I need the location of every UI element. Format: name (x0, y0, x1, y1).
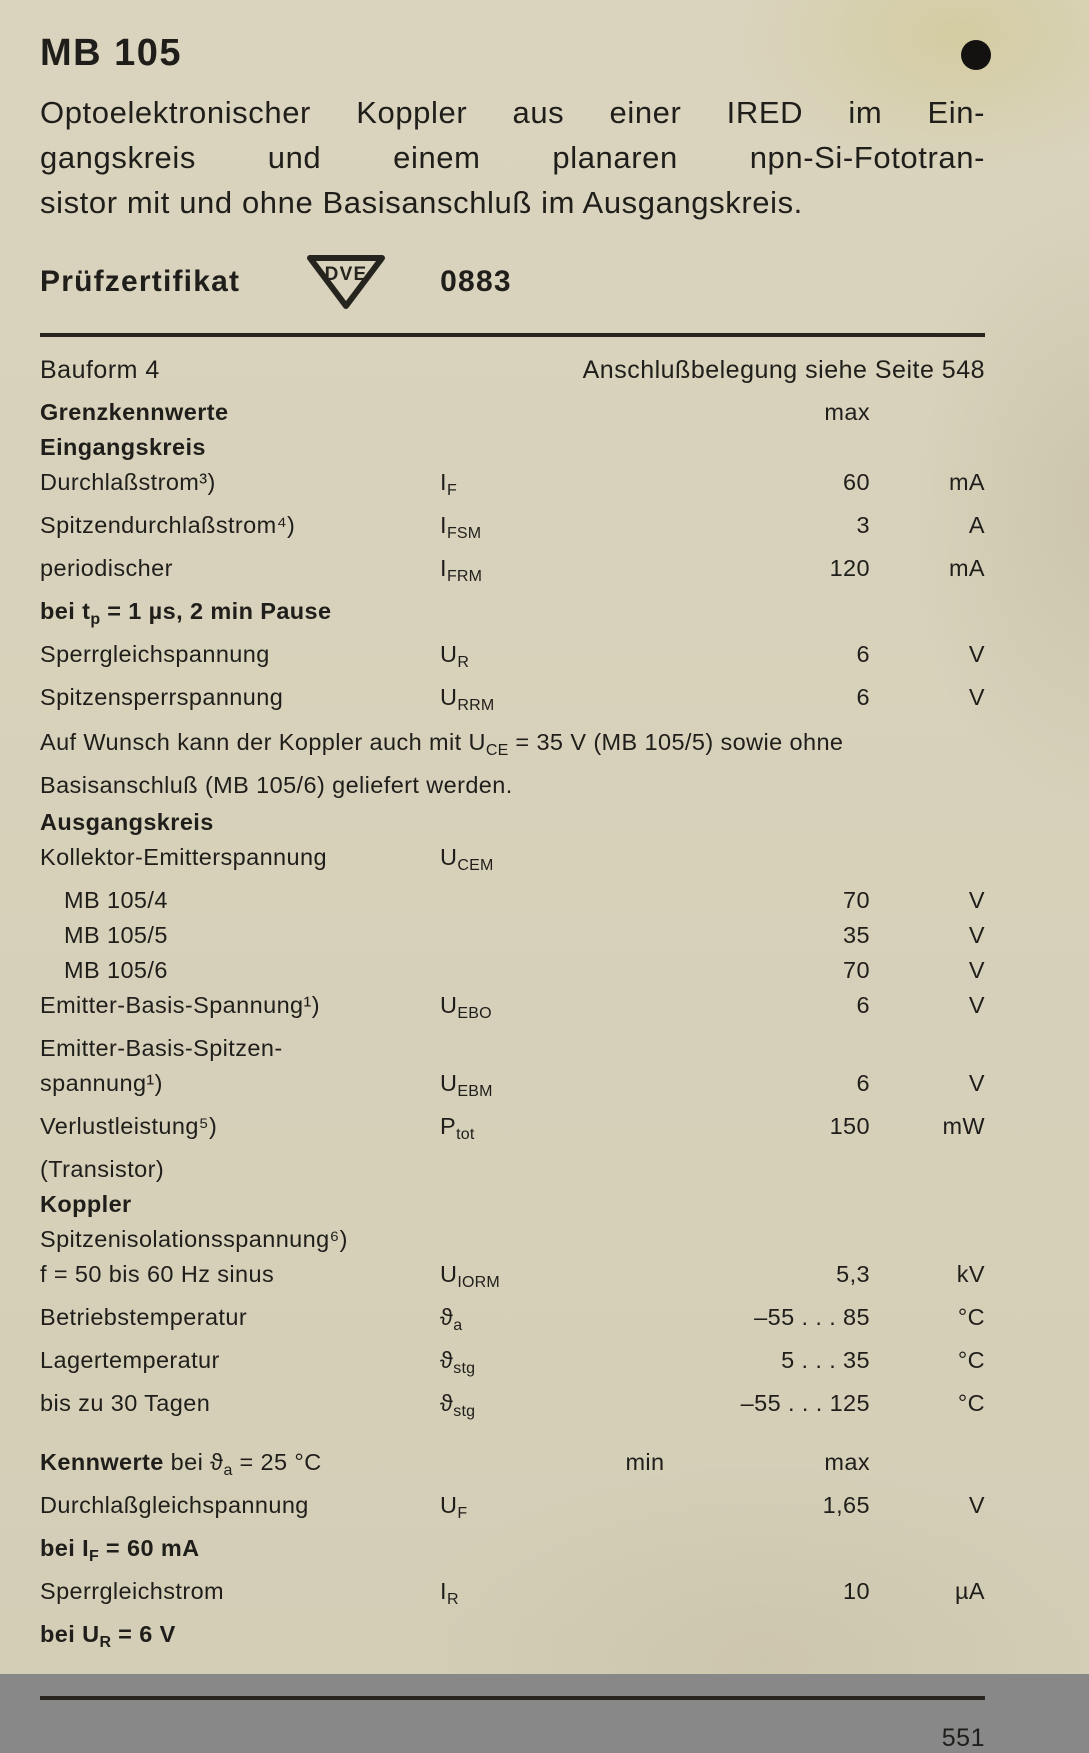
characteristics-title (40, 1445, 440, 1488)
certificate-label: Prüfzertifikat (40, 265, 241, 298)
characteristics-header-row (40, 1445, 985, 1488)
table-row (40, 840, 985, 883)
symbol-base: I (440, 555, 447, 581)
row-unit: V (968, 641, 985, 667)
row-symbol (440, 637, 590, 680)
row-unit: mA (948, 469, 985, 495)
table-row (40, 1343, 985, 1386)
row-symbol (440, 840, 590, 883)
note-text: bei I (40, 1535, 90, 1561)
symbol-base: U (440, 684, 458, 710)
table-row (40, 1574, 985, 1617)
table-row (40, 918, 985, 953)
symbol-subscript: stg (453, 1360, 476, 1377)
row-label: Spitzenisolationsspannung⁶) (40, 1226, 348, 1252)
min-column-header: min (625, 1449, 665, 1475)
pinout-note: Anschlußbelegung siehe Seite 548 (582, 356, 985, 384)
description-line: gangskreis und einem planaren npn-Si-Fototran- (40, 140, 985, 175)
row-symbol (440, 988, 590, 1031)
limits-section-title: Grenzkennwerte (40, 399, 229, 425)
row-unit: kV (956, 1261, 985, 1287)
row-unit: µA (954, 1578, 985, 1604)
table-row (40, 1109, 985, 1152)
output-circuit-title: Ausgangskreis (40, 809, 214, 835)
bottom-rule (40, 1696, 985, 1700)
row-label: Durchlaßgleichspannung (40, 1492, 309, 1518)
row-max-value: 5 . . . 35 (781, 1347, 870, 1373)
row-label: MB 105/4 (64, 887, 168, 913)
table-row (40, 637, 985, 680)
row-label: Sperrgleichspannung (40, 641, 270, 667)
row-unit: V (968, 1492, 985, 1518)
description-line: Optoelektronischer Koppler aus einer IRED im Ein- (40, 95, 985, 130)
row-max-value: 70 (843, 957, 870, 983)
row-unit: °C (957, 1304, 985, 1330)
symbol-subscript: stg (453, 1403, 476, 1420)
top-rule (40, 333, 985, 337)
symbol-base: ϑ (440, 1347, 454, 1373)
condition-note (40, 1531, 985, 1574)
certificate-number: 0883 (440, 265, 512, 298)
symbol-base: I (440, 512, 447, 538)
symbol-base: U (440, 1070, 458, 1096)
row-unit: V (968, 684, 985, 710)
vde-logo-letters: DVE (324, 264, 368, 285)
characteristics-title-text: bei (163, 1449, 211, 1475)
row-unit: A (968, 512, 985, 538)
row-unit: V (968, 887, 985, 913)
row-max-value: 150 (829, 1113, 870, 1139)
ratings-table (40, 395, 985, 1660)
symbol-subscript: EBM (457, 1083, 493, 1100)
max-column-header: max (824, 1449, 870, 1475)
row-symbol (440, 508, 590, 551)
row-label: Sperrgleichstrom (40, 1578, 225, 1604)
table-row (40, 1488, 985, 1531)
note-text: = 1 µs, 2 min Pause (100, 598, 332, 624)
row-label: Betriebstemperatur (40, 1304, 248, 1330)
row-symbol (440, 1488, 590, 1531)
row-max-value: 120 (829, 555, 870, 581)
row-max-value: 5,3 (836, 1261, 870, 1287)
row-label: Spitzendurchlaßstrom⁴) (40, 512, 296, 538)
row-max-value: 6 (856, 992, 870, 1018)
row-label: f = 50 bis 60 Hz sinus (40, 1261, 275, 1287)
table-row (40, 1152, 985, 1187)
symbol-base: ϑ (440, 1390, 454, 1416)
note-text: = 60 mA (99, 1535, 200, 1561)
symbol-subscript: F (446, 482, 457, 499)
row-symbol (440, 465, 590, 508)
row-symbol (440, 1257, 590, 1300)
table-row (40, 1257, 985, 1300)
table-row (40, 883, 985, 918)
table-row (40, 1066, 985, 1109)
row-label: Verlustleistung⁵) (40, 1113, 218, 1139)
symbol-subscript: R (457, 654, 470, 671)
row-max-value: 6 (856, 684, 870, 710)
characteristics-title-bold: Kennwerte (40, 1449, 164, 1475)
row-symbol (440, 680, 590, 723)
row-label: spannung¹) (40, 1070, 163, 1096)
row-label: Durchlaßstrom³) (40, 469, 216, 495)
symbol-subscript: FSM (446, 525, 482, 542)
row-label: (Transistor) (40, 1156, 165, 1182)
row-unit: mW (942, 1113, 985, 1139)
table-row (40, 988, 985, 1031)
table-row (40, 465, 985, 508)
row-unit: V (968, 957, 985, 983)
note-subscript: p (90, 611, 101, 628)
row-label: MB 105/5 (64, 922, 168, 948)
row-label: bis zu 30 Tagen (40, 1390, 211, 1416)
symbol-subscript: a (453, 1317, 463, 1334)
page-number: 551 (941, 1724, 985, 1752)
row-max-value: 70 (843, 887, 870, 913)
row-symbol (440, 1066, 590, 1109)
table-row (40, 1031, 985, 1066)
row-max-value: 3 (856, 512, 870, 538)
row-label: Emitter-Basis-Spannung¹) (40, 992, 320, 1018)
bauform-label: Bauform 4 (40, 356, 160, 384)
note-subscript: CE (485, 742, 509, 759)
note-text: = 35 V (MB 105/5) sowie ohne Basisanschluß (MB 105/6) geliefert werden. (40, 729, 844, 798)
info-row (40, 353, 985, 387)
note-text: Auf Wunsch kann der Koppler auch mit U (40, 729, 486, 755)
table-row (40, 1386, 985, 1429)
row-symbol (440, 1386, 590, 1429)
row-symbol (440, 1300, 590, 1343)
section-header-row (40, 395, 985, 430)
table-row (40, 551, 985, 594)
description-line: sistor mit und ohne Basisanschluß im Ausgangskreis. (40, 185, 803, 220)
theta-subscript: a (223, 1462, 233, 1479)
symbol-base: P (440, 1113, 457, 1139)
row-unit: V (968, 1070, 985, 1096)
symbol-base: ϑ (440, 1304, 454, 1330)
symbol-base: U (440, 641, 458, 667)
row-label: Emitter-Basis-Spitzen- (40, 1035, 283, 1061)
note-subscript: R (99, 1634, 112, 1651)
symbol-base: U (440, 1261, 458, 1287)
row-max-value: –55 . . . 85 (754, 1304, 870, 1330)
row-max-value: 35 (843, 922, 870, 948)
page-title: MB 105 (40, 32, 183, 74)
symbol-base: U (440, 1492, 458, 1518)
description (40, 90, 985, 225)
symbol-base: I (440, 1578, 447, 1604)
row-unit: °C (957, 1347, 985, 1373)
symbol-subscript: IORM (457, 1274, 500, 1291)
symbol-subscript: EBO (457, 1005, 492, 1022)
symbol-base: U (440, 992, 458, 1018)
row-unit: V (968, 922, 985, 948)
max-column-header: max (824, 399, 870, 425)
symbol-base: I (440, 469, 447, 495)
row-max-value: 1,65 (822, 1492, 870, 1518)
note-subscript: F (89, 1548, 99, 1565)
row-unit: V (968, 992, 985, 1018)
row-symbol (440, 1343, 590, 1386)
note-text: = 6 V (111, 1621, 176, 1647)
note-text: bei t (40, 598, 91, 624)
table-row (40, 680, 985, 723)
row-max-value: 6 (856, 641, 870, 667)
symbol-subscript: R (446, 1591, 459, 1608)
condition-note (40, 1617, 985, 1660)
row-label: MB 105/6 (64, 957, 168, 983)
row-symbol (440, 1574, 590, 1617)
vde-triangle-logo-icon (302, 251, 390, 313)
row-label: Kollektor-Emitterspannung (40, 844, 327, 870)
row-max-value: 10 (843, 1578, 870, 1604)
symbol-subscript: FRM (446, 568, 483, 585)
row-unit: mA (948, 555, 985, 581)
input-circuit-title: Eingangskreis (40, 434, 206, 460)
table-row (40, 953, 985, 988)
row-symbol (440, 1109, 590, 1152)
row-label: Lagertemperatur (40, 1347, 220, 1373)
coupler-section-title: Koppler (40, 1191, 132, 1217)
certificate-row (40, 251, 985, 313)
row-label: periodischer (40, 555, 173, 581)
theta-symbol: ϑ (210, 1449, 224, 1475)
table-row (40, 1300, 985, 1343)
row-label: Spitzensperrspannung (40, 684, 284, 710)
note-text: bei U (40, 1621, 100, 1647)
symbol-subscript: CEM (457, 857, 494, 874)
table-row (40, 508, 985, 551)
symbol-subscript: RRM (457, 697, 495, 714)
row-unit: °C (957, 1390, 985, 1416)
characteristics-title-text: = 25 °C (232, 1449, 322, 1475)
table-row (40, 1222, 985, 1257)
row-max-value: 60 (843, 469, 870, 495)
option-note (40, 725, 985, 803)
symbol-subscript: tot (456, 1126, 475, 1143)
symbol-subscript: F (457, 1505, 468, 1522)
row-symbol (440, 551, 590, 594)
condition-note (40, 594, 985, 637)
corner-dot-icon (961, 40, 991, 70)
row-max-value: –55 . . . 125 (740, 1390, 870, 1416)
symbol-base: U (440, 844, 458, 870)
row-max-value: 6 (856, 1070, 870, 1096)
